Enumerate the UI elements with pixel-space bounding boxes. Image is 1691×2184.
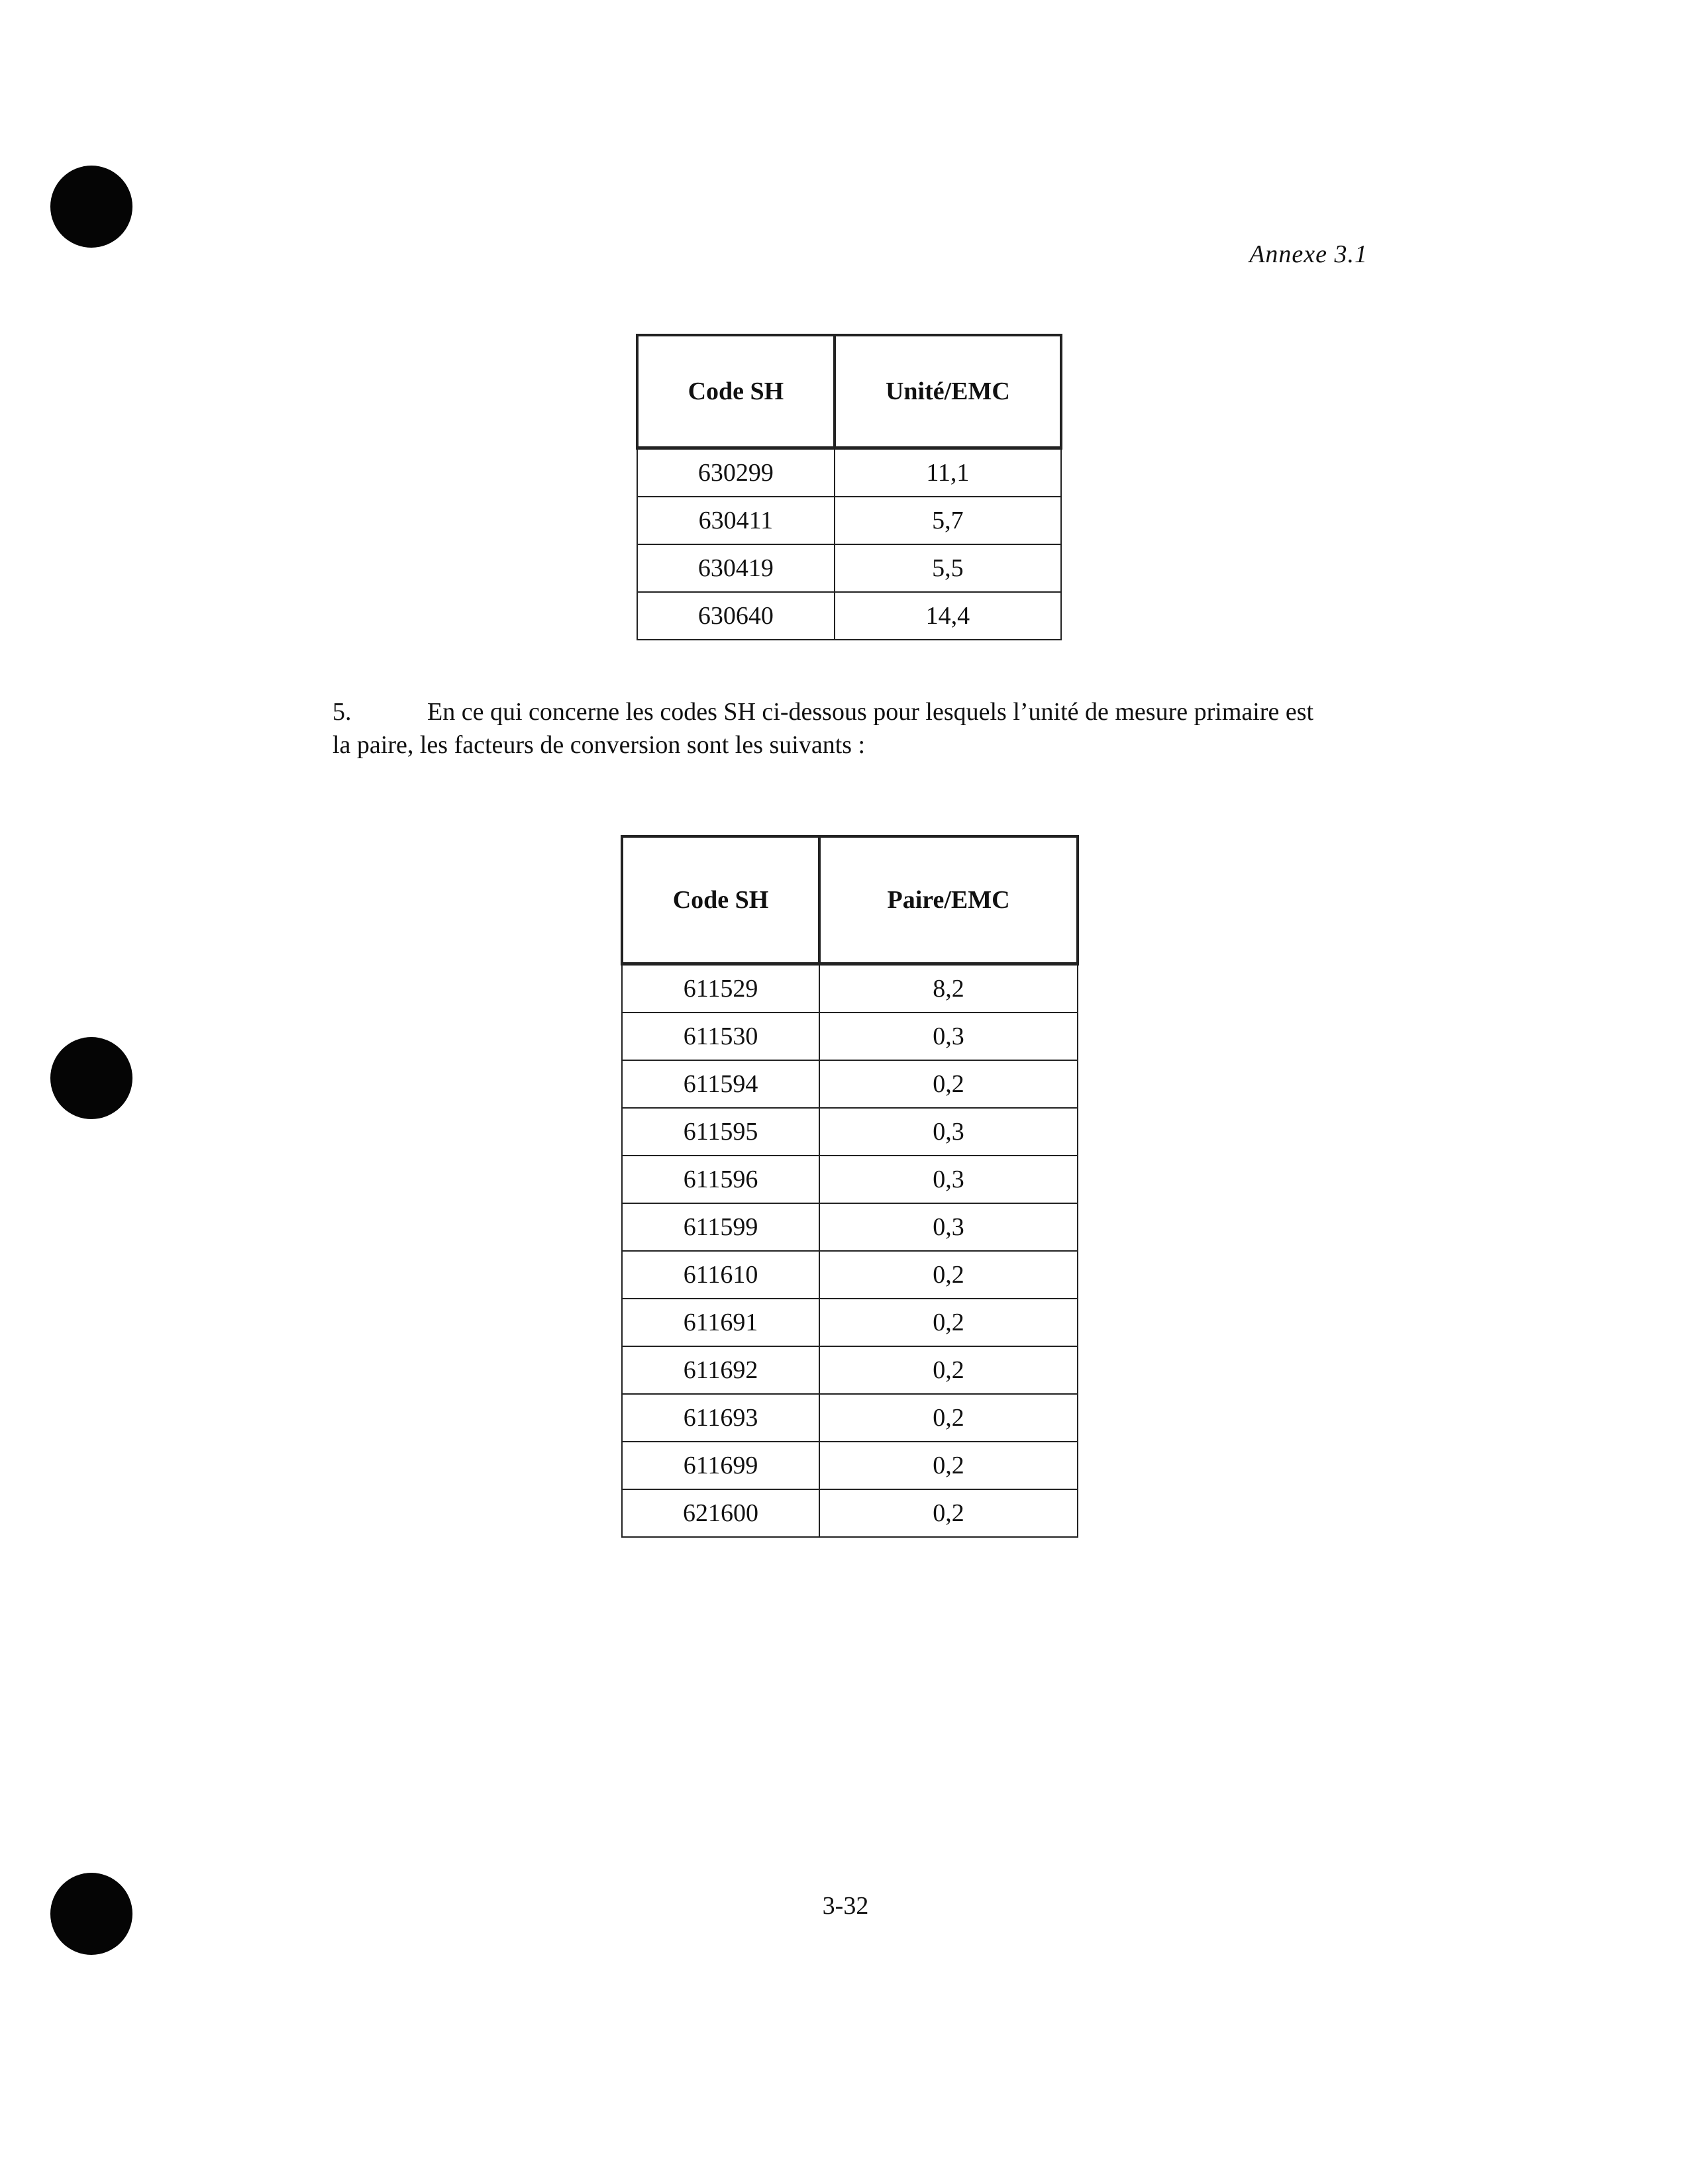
table-row	[622, 1156, 1078, 1203]
cell-factor: 0,3	[819, 1203, 1078, 1251]
punch-hole-top	[50, 166, 132, 248]
cell-factor: 0,2	[819, 1394, 1078, 1442]
cell-factor: 8,2	[819, 964, 1078, 1013]
cell-code: 611529	[622, 964, 819, 1013]
cell-factor: 0,2	[819, 1299, 1078, 1346]
table-row	[622, 1060, 1078, 1108]
cell-code: 621600	[622, 1489, 819, 1537]
table-header-row	[622, 836, 1078, 964]
cell-code: 630640	[637, 592, 835, 640]
cell-factor: 0,2	[819, 1442, 1078, 1489]
column-header-code: Code SH	[637, 335, 835, 448]
cell-code: 611596	[622, 1156, 819, 1203]
cell-factor: 0,2	[819, 1251, 1078, 1299]
cell-code: 611691	[622, 1299, 819, 1346]
cell-code: 611530	[622, 1013, 819, 1060]
paragraph-text-2: la paire, les facteurs de conversion sont les suivants :	[333, 731, 866, 759]
cell-code: 611595	[622, 1108, 819, 1156]
punch-hole-middle	[50, 1037, 132, 1119]
paragraph-number: 5.	[333, 698, 352, 726]
paragraph-5	[333, 695, 1366, 762]
annex-header: Annexe 3.1	[1249, 240, 1368, 268]
table-row	[622, 1203, 1078, 1251]
column-header-factor: Unité/EMC	[835, 335, 1061, 448]
table-row	[637, 592, 1061, 640]
cell-code: 611693	[622, 1394, 819, 1442]
cell-factor: 0,2	[819, 1060, 1078, 1108]
table-row	[622, 964, 1078, 1013]
table-row	[622, 1346, 1078, 1394]
cell-factor: 0,2	[819, 1489, 1078, 1537]
cell-factor: 0,3	[819, 1013, 1078, 1060]
table-row	[622, 1251, 1078, 1299]
cell-factor: 0,3	[819, 1156, 1078, 1203]
table-row	[622, 1013, 1078, 1060]
cell-code: 630411	[637, 497, 835, 544]
cell-factor: 0,2	[819, 1346, 1078, 1394]
table-row	[622, 1442, 1078, 1489]
cell-code: 611699	[622, 1442, 819, 1489]
table-row	[622, 1394, 1078, 1442]
cell-factor: 14,4	[835, 592, 1061, 640]
cell-code: 611692	[622, 1346, 819, 1394]
cell-code: 611610	[622, 1251, 819, 1299]
cell-factor: 11,1	[835, 448, 1061, 497]
paragraph-line-1	[333, 695, 1366, 728]
page-number: 3-32	[822, 1892, 869, 1920]
table-row	[622, 1489, 1078, 1537]
cell-code: 611599	[622, 1203, 819, 1251]
cell-factor: 5,7	[835, 497, 1061, 544]
cell-code: 630419	[637, 544, 835, 592]
table-row	[637, 497, 1061, 544]
conversion-table-unit	[636, 334, 1062, 640]
cell-factor: 5,5	[835, 544, 1061, 592]
table-row	[622, 1299, 1078, 1346]
table-header-row	[637, 335, 1061, 448]
cell-code: 611594	[622, 1060, 819, 1108]
cell-factor: 0,3	[819, 1108, 1078, 1156]
column-header-code: Code SH	[622, 836, 819, 964]
cell-code: 630299	[637, 448, 835, 497]
column-header-factor: Paire/EMC	[819, 836, 1078, 964]
table-row	[637, 448, 1061, 497]
table-row	[622, 1108, 1078, 1156]
conversion-table-pair	[621, 835, 1079, 1538]
table-row	[637, 544, 1061, 592]
paragraph-text-1: En ce qui concerne les codes SH ci-dessous pour lesquels l’unité de mesure primaire est	[427, 698, 1314, 726]
